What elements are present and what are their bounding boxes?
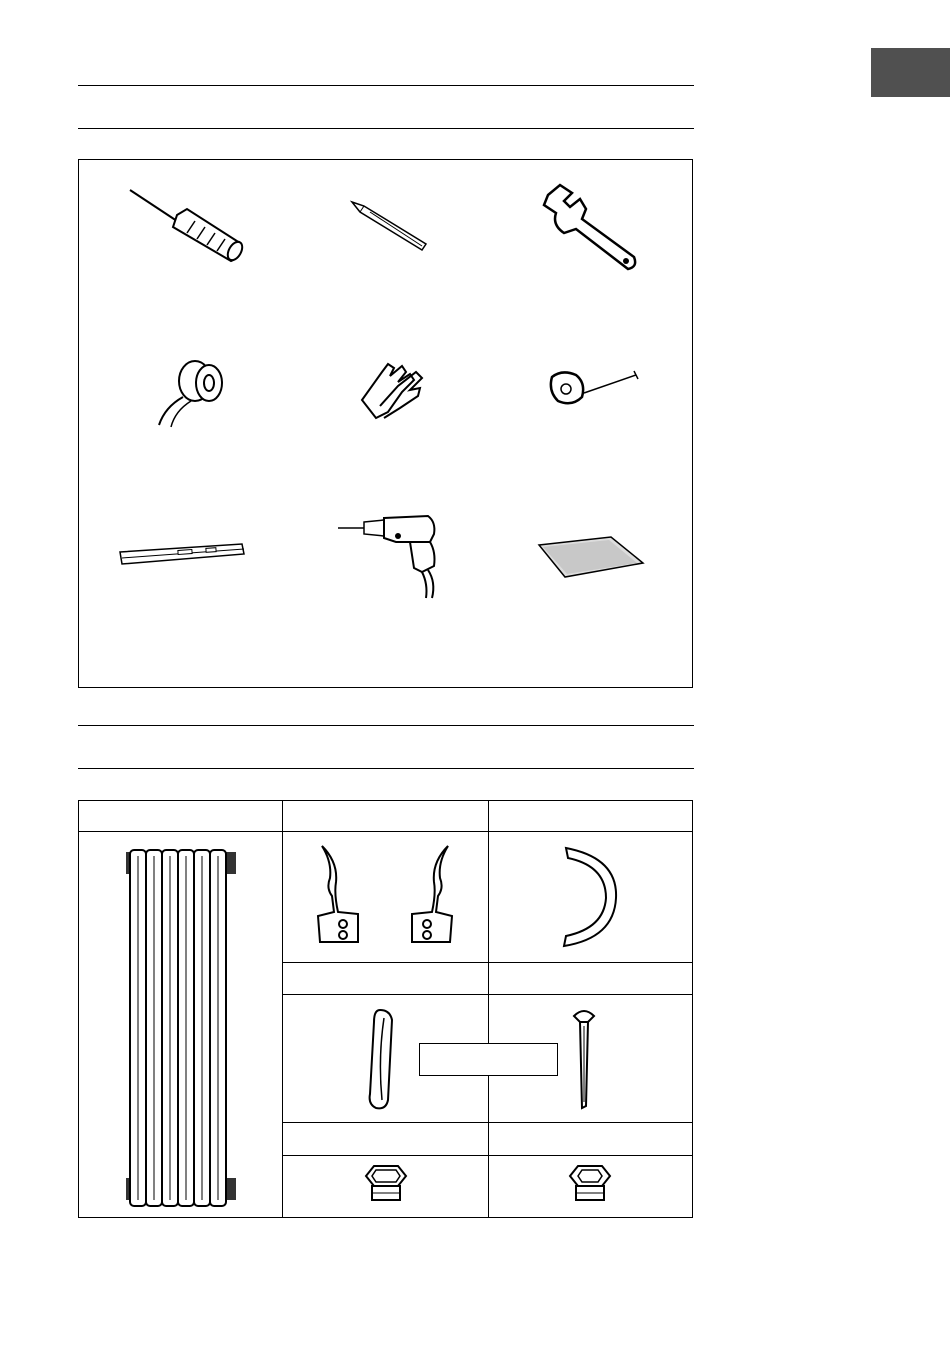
vent-cap-icon: [566, 1162, 614, 1206]
wall-plug-icon: [366, 1008, 402, 1112]
pencil-icon: [350, 200, 430, 252]
screwdriver-icon: [125, 185, 245, 265]
work-gloves-icon: [358, 360, 428, 422]
parts-table-header-divider: [78, 831, 693, 832]
tools-heading-top-rule: [78, 85, 694, 86]
tools-heading-bottom-rule: [78, 128, 694, 129]
radiator-icon: [122, 848, 240, 1208]
plug-cap-icon: [362, 1162, 410, 1206]
parts-heading-bottom-rule: [78, 768, 694, 769]
protective-sheet-icon: [537, 535, 647, 580]
parts-heading-top-rule: [78, 725, 694, 726]
spirit-level-icon: [118, 540, 248, 570]
parts-table-row-divider: [282, 1155, 693, 1156]
fixing-set-label-box: [419, 1043, 558, 1076]
parts-table-row-divider: [282, 994, 693, 995]
adjustable-wrench-icon: [538, 183, 643, 273]
sealing-tape-roll-icon: [155, 357, 230, 429]
parts-table-row-divider: [282, 1122, 693, 1123]
cover-ring-icon: [556, 844, 626, 949]
wall-brackets-icon: [314, 842, 464, 947]
section-tab: [871, 48, 950, 97]
power-drill-icon: [336, 512, 446, 602]
measuring-tape-icon: [546, 367, 641, 409]
screw-icon: [566, 1008, 602, 1112]
parts-table-row-divider: [282, 962, 693, 963]
